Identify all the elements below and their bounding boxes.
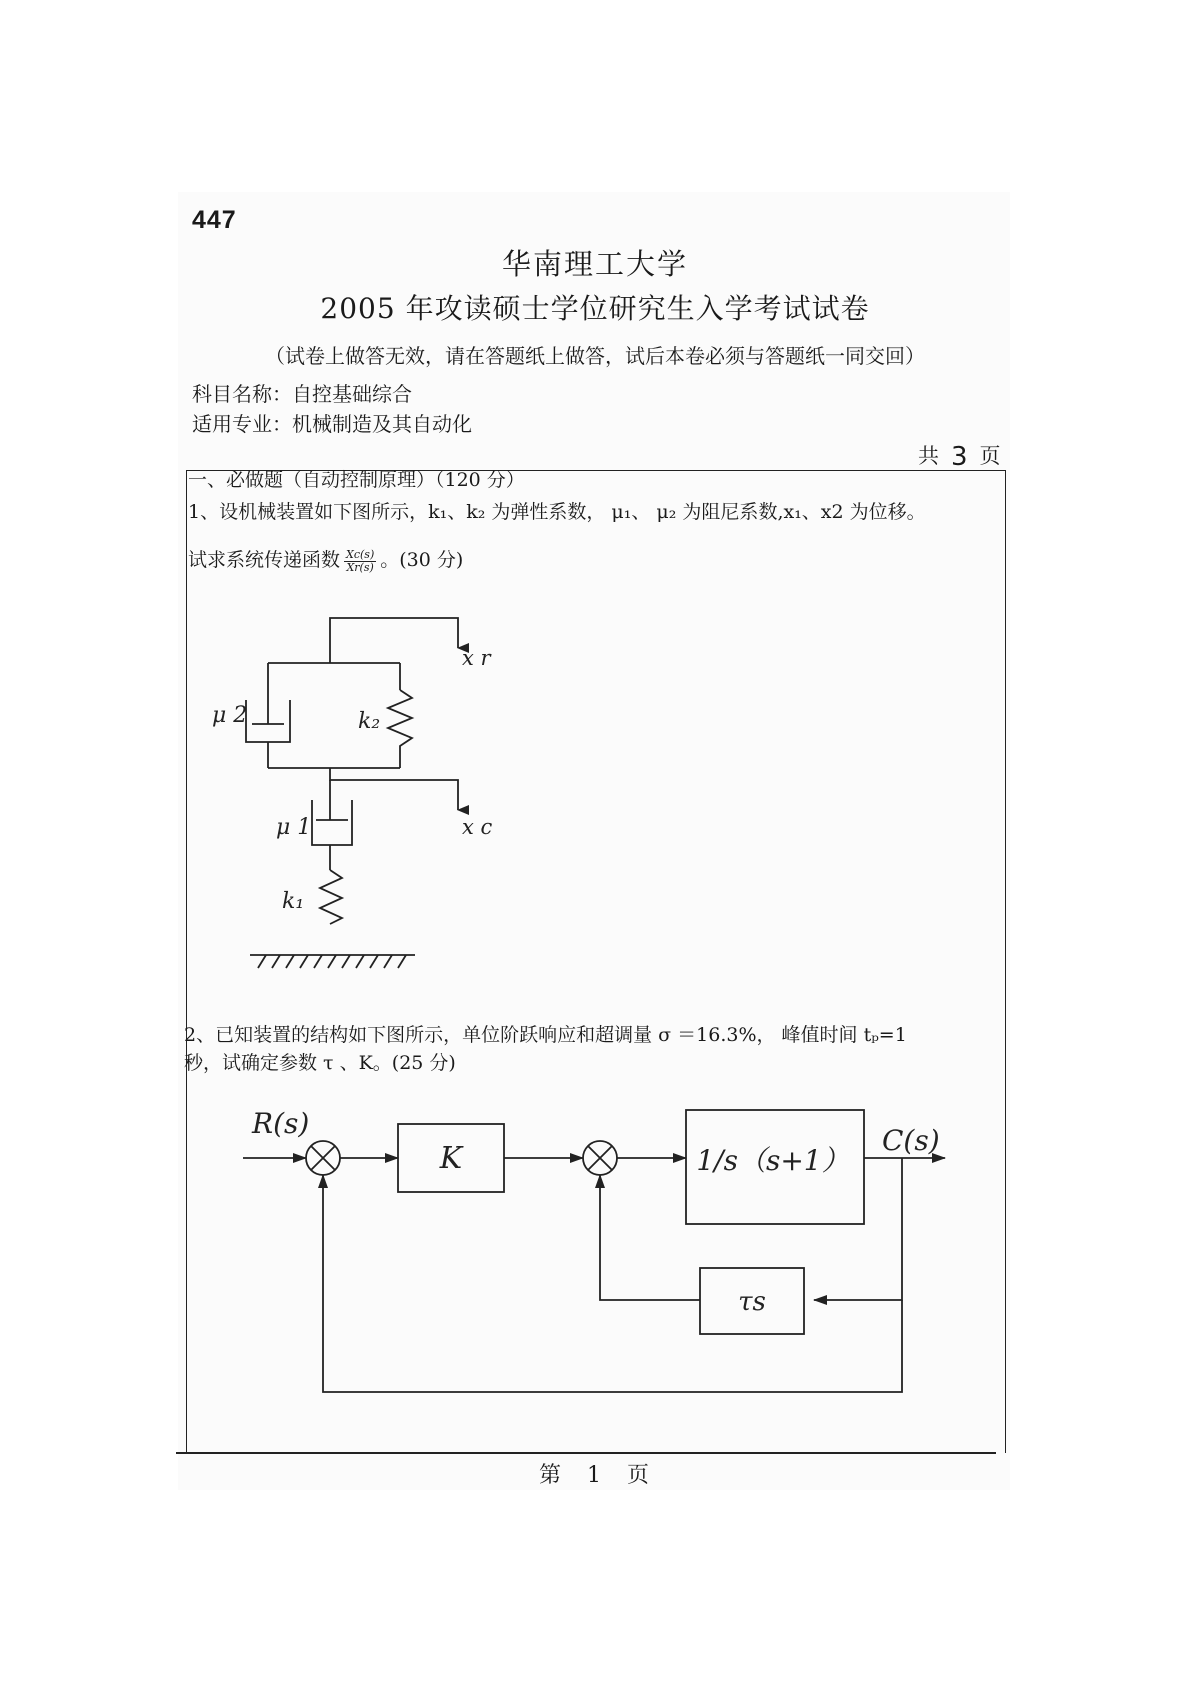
page-total-number: 3	[951, 442, 968, 472]
output-label: C(s)	[882, 1124, 940, 1157]
bottom-rule	[176, 1452, 996, 1454]
exam-title: 2005 年攻读硕士学位研究生入学考试试卷	[320, 292, 870, 325]
university-name: 华南理工大学	[501, 247, 688, 281]
subject-name: 科目名称：自控基础综合	[192, 382, 412, 406]
fraction-numerator: Xc(s)	[346, 547, 375, 561]
label-xr: x r	[462, 646, 491, 670]
exam-code: 447	[192, 206, 237, 234]
page-total-suffix: 页	[979, 444, 1001, 468]
page-number: 第 1 页	[539, 1463, 651, 1488]
summing-junction-2-cross	[588, 1146, 612, 1170]
inner-feedback-to-junction	[600, 1175, 700, 1300]
label-k1: k₁	[282, 889, 305, 914]
question-1-prefix: 试求系统传递函数	[188, 549, 341, 571]
exam-instructions: （试卷上做答无效，请在答题纸上做答，试后本卷必须与答题纸一同交回）	[265, 344, 925, 368]
label-xc: x c	[462, 815, 493, 839]
label-k2: k₂	[358, 709, 381, 734]
question-1-line-1: 1、设机械装置如下图所示，k₁、k₂ 为弹性系数， μ₁、 μ₂ 为阻尼系数,x₁、x2 为位移。	[188, 501, 926, 523]
fraction-denominator: Xr(s)	[346, 560, 374, 574]
plant-block-label: 1/s（s+1）	[696, 1144, 850, 1177]
question-1-suffix: 。(30 分)	[380, 549, 464, 571]
section-heading: 一、必做题（自动控制原理）（120 分）	[188, 469, 525, 491]
label-mu2: μ 2	[212, 703, 248, 728]
inner-feedback-to-block	[814, 1158, 902, 1300]
outer-feedback-path	[323, 1175, 902, 1392]
label-mu1: μ 1	[276, 815, 312, 840]
input-label: R(s)	[252, 1107, 310, 1140]
question-2-line-2: 秒，试确定参数 τ 、K。(25 分)	[184, 1052, 456, 1074]
feedback-block-label: τs	[738, 1287, 766, 1317]
gain-block-label: K	[439, 1141, 463, 1176]
applicable-major: 适用专业：机械制造及其自动化	[192, 412, 472, 436]
page-total-prefix: 共	[918, 444, 939, 468]
question-2-line-1: 2、已知装置的结构如下图所示，单位阶跃响应和超调量 σ ＝16.3%， 峰值时间 tₚ=1	[184, 1024, 907, 1046]
summing-junction-1-cross	[311, 1146, 335, 1170]
